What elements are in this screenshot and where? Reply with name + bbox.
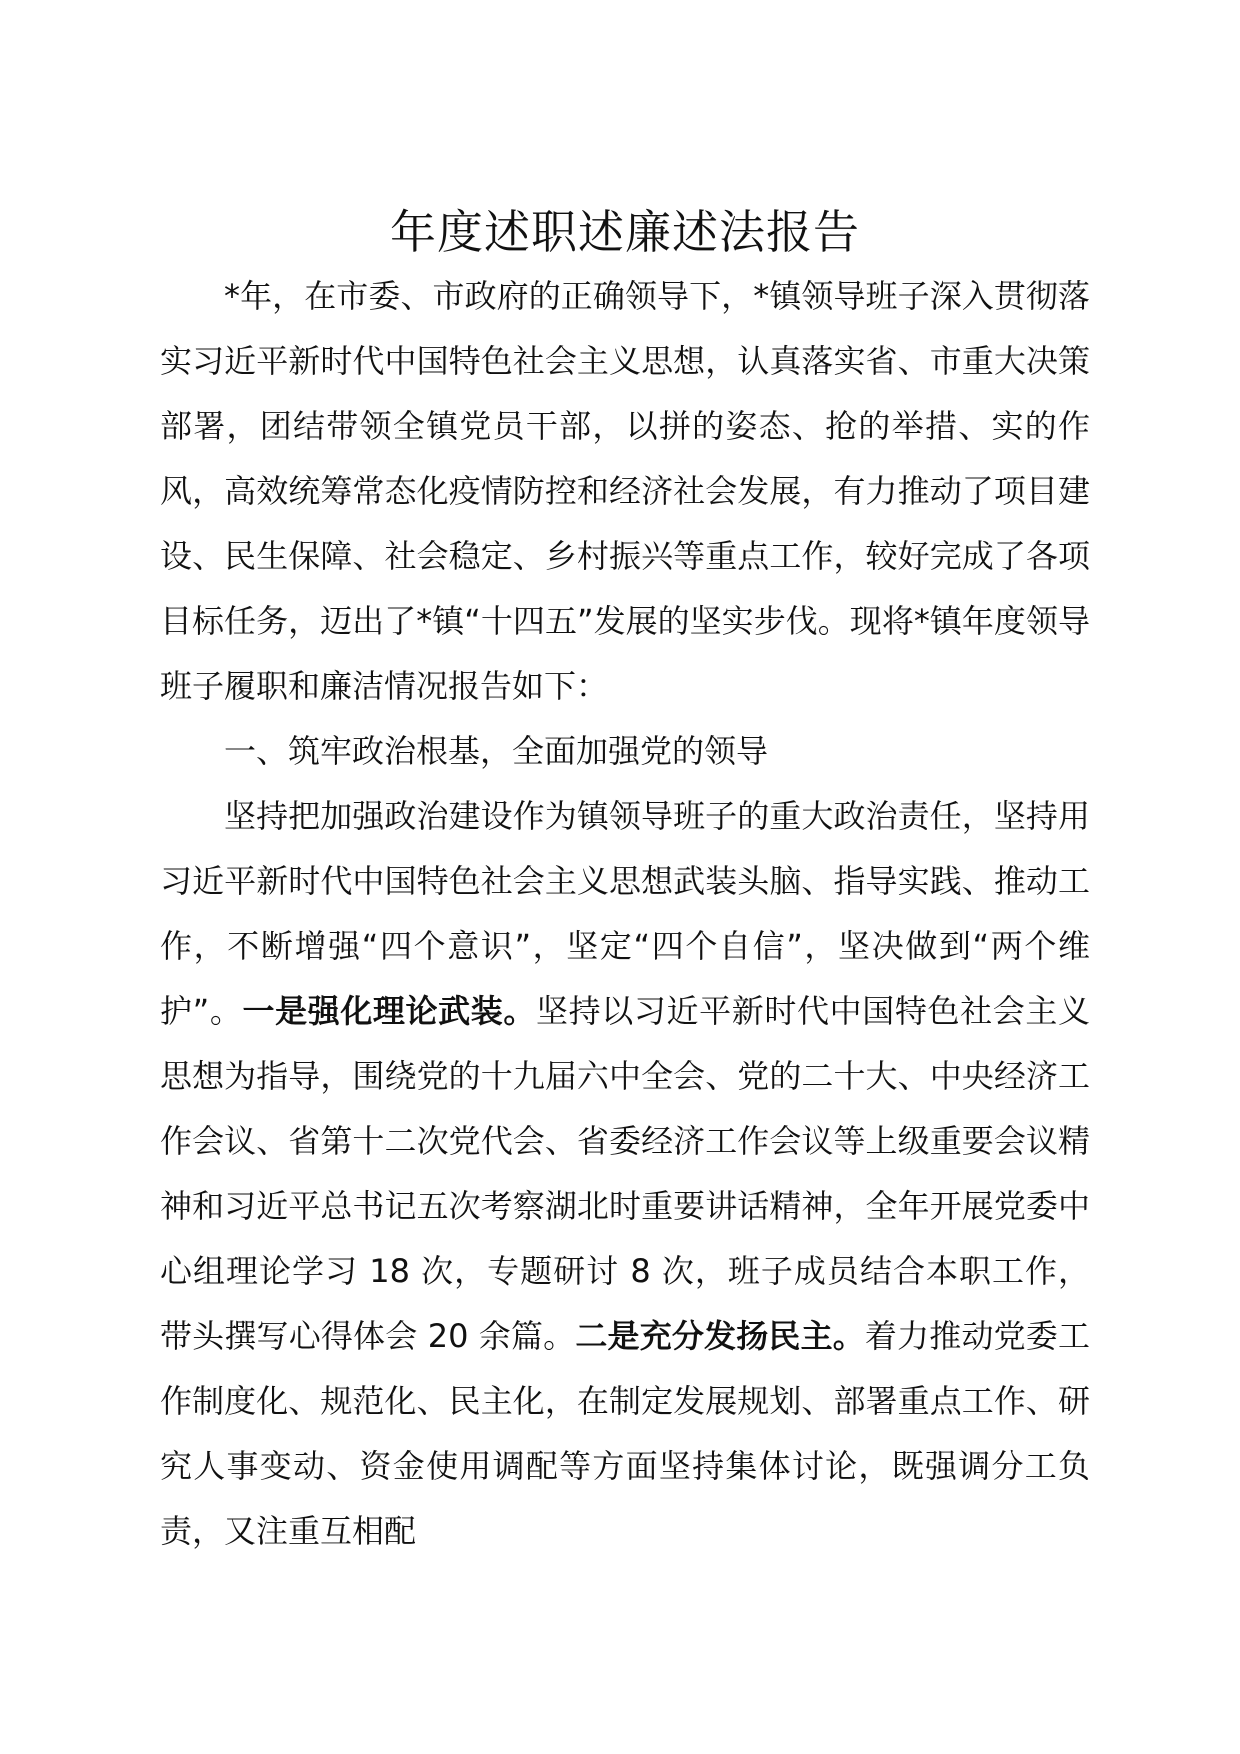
section1-paragraph: [160, 784, 1090, 1564]
subheading-theory: 一是强化理论武装。: [242, 992, 537, 1030]
section1-text-c: 坚持以习近平新时代中国特色社会主义思想为指导，围绕党的十九届六中全会、党的二十大、中央经济工作会议、省第十二次党代会、省委经济工作会议等上级重要会议精神和习近平总书记五次考察湖北时重要讲话精神，全年开展党委中心组理论学习 18 次，专题研讨 8 次，班子成员结合本职工作，带头撰写心得体会 20 余篇。: [160, 992, 1090, 1355]
document-page: [160, 200, 1090, 1564]
subheading-democracy: 二是充分发扬民主。: [575, 1317, 865, 1355]
section1-text-a: 坚持把加强政治建设作为镇领导班子的重大政治责任，坚持用习近平新时代中国特色社会主义思想武装头脑、指导实践、推动工作，不断增强“四个意识”，坚定“四个自信”，坚决做到“两个维护”。: [160, 797, 1090, 1030]
document-title: 年度述职述廉述法报告: [390, 205, 860, 259]
section1-text-e: 着力推动党委工作制度化、规范化、民主化，在制定发展规划、部署重点工作、研究人事变动、资金使用调配等方面坚持集体讨论，既强调分工负责，又注重互相配: [160, 1317, 1090, 1550]
section-heading-1: 一、筑牢政治根基，全面加强党的领导: [224, 732, 769, 770]
intro-paragraph: *年，在市委、市政府的正确领导下，*镇领导班子深入贯彻落实习近平新时代中国特色社会主义思想，认真落实省、市重大决策部署，团结带领全镇党员干部，以拼的姿态、抢的举措、实的作风，高效统筹常态化疫情防控和经济社会发展，有力推动了项目建设、民生保障、社会稳定、乡村振兴等重点工作，较好完成了各项目标任务，迈出了*镇“十四五”发展的坚实步伐。现将*镇年度领导班子履职和廉洁情况报告如下：: [160, 277, 1090, 705]
